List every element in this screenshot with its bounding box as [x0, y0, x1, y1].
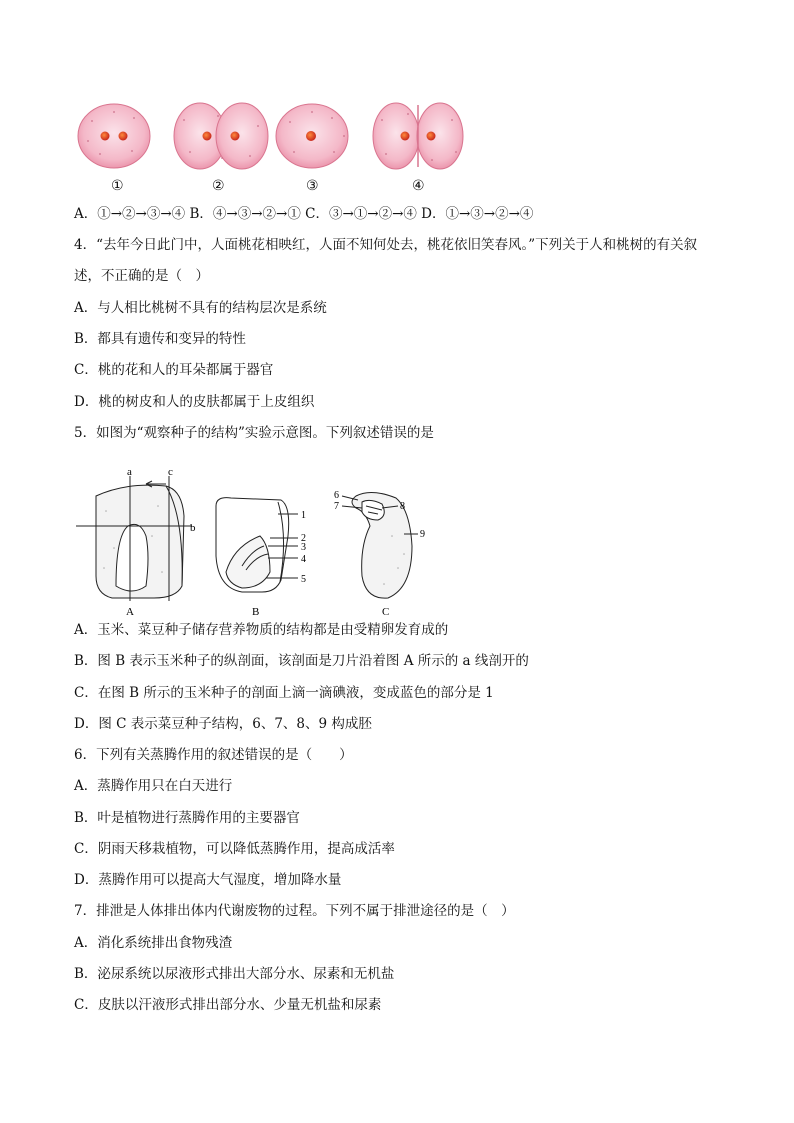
q4-stem-line2: 述，不正确的是（ ） — [74, 268, 209, 284]
label-9: 9 — [420, 529, 425, 540]
q6-option-b: B．叶是植物进行蒸腾作用的主要器官 — [74, 810, 300, 826]
q6-option-a: A．蒸腾作用只在白天进行 — [74, 778, 233, 794]
q4-option-d: D．桃的树皮和人的皮肤都属于上皮组织 — [74, 394, 315, 410]
label-a: a — [127, 466, 132, 478]
label-6: 6 — [334, 490, 339, 501]
q5-option-a: A．玉米、菜豆种子储存营养物质的结构都是由受精卵发育成的 — [74, 622, 449, 638]
q5-option-d: D．图 C 表示菜豆种子结构，6、7、8、9 构成胚 — [74, 716, 372, 732]
figure-a-corn-seed — [76, 476, 192, 601]
cell-label-2: ② — [212, 178, 225, 194]
q7-option-a: A．消化系统排出食物残渣 — [74, 935, 233, 951]
label-8: 8 — [400, 501, 405, 512]
cell-label-4: ④ — [412, 178, 425, 194]
label-A: A — [126, 606, 134, 618]
cell-2 — [174, 103, 268, 169]
cell-1 — [78, 104, 150, 168]
cell-3 — [276, 104, 348, 168]
seed-structure-figure — [66, 466, 446, 618]
q4-stem-line1: 4．“去年今日此门中，人面桃花相映红，人面不知何处去，桃花依旧笑春风。”下列关于人和桃树的有关叙 — [74, 237, 698, 253]
label-1: 1 — [301, 510, 306, 521]
label-4: 4 — [301, 554, 306, 565]
q4-option-a: A．与人相比桃树不具有的结构层次是系统 — [74, 300, 327, 316]
label-b: b — [190, 522, 196, 534]
q5-option-c: C．在图 B 所示的玉米种子的剖面上滴一滴碘液，变成蓝色的部分是 1 — [74, 685, 494, 701]
q5-stem: 5．如图为“观察种子的结构”实验示意图。下列叙述错误的是 — [74, 425, 434, 441]
label-2: 2 — [301, 533, 306, 544]
q5-option-b: B．图 B 表示玉米种子的纵剖面，该剖面是刀片沿着图 A 所示的 a 线剖开的 — [74, 653, 529, 669]
q4-option-c: C．桃的花和人的耳朵都属于器官 — [74, 362, 274, 378]
q4-option-b: B．都具有遗传和变异的特性 — [74, 331, 246, 347]
label-3: 3 — [301, 542, 306, 553]
q6-option-d: D．蒸腾作用可以提高大气湿度，增加降水量 — [74, 872, 342, 888]
figure-b-corn-section — [216, 498, 298, 592]
q6-option-c: C．阴雨天移栽植物，可以降低蒸腾作用，提高成活率 — [74, 841, 395, 857]
label-B: B — [252, 606, 260, 618]
cell-label-1: ① — [111, 178, 124, 194]
q6-stem: 6．下列有关蒸腾作用的叙述错误的是（ ） — [74, 747, 353, 763]
cell-4 — [373, 103, 463, 169]
label-7: 7 — [334, 501, 339, 512]
q7-option-b: B．泌尿系统以尿液形式排出大部分水、尿素和无机盐 — [74, 966, 395, 982]
cell-label-3: ③ — [306, 178, 319, 194]
label-5: 5 — [301, 574, 306, 585]
cell-division-figure — [72, 96, 492, 196]
label-C: C — [382, 606, 390, 618]
q3-options: A．①→②→③→④ B．④→③→②→① C．③→①→②→④ D．①→③→②→④ — [74, 206, 534, 222]
figure-c-bean-seed — [342, 492, 418, 598]
q7-option-c: C．皮肤以汗液形式排出部分水、少量无机盐和尿素 — [74, 997, 382, 1013]
q7-stem: 7．排泄是人体排出体内代谢废物的过程。下列不属于排泄途径的是（ ） — [74, 903, 515, 919]
label-c: c — [168, 466, 173, 478]
